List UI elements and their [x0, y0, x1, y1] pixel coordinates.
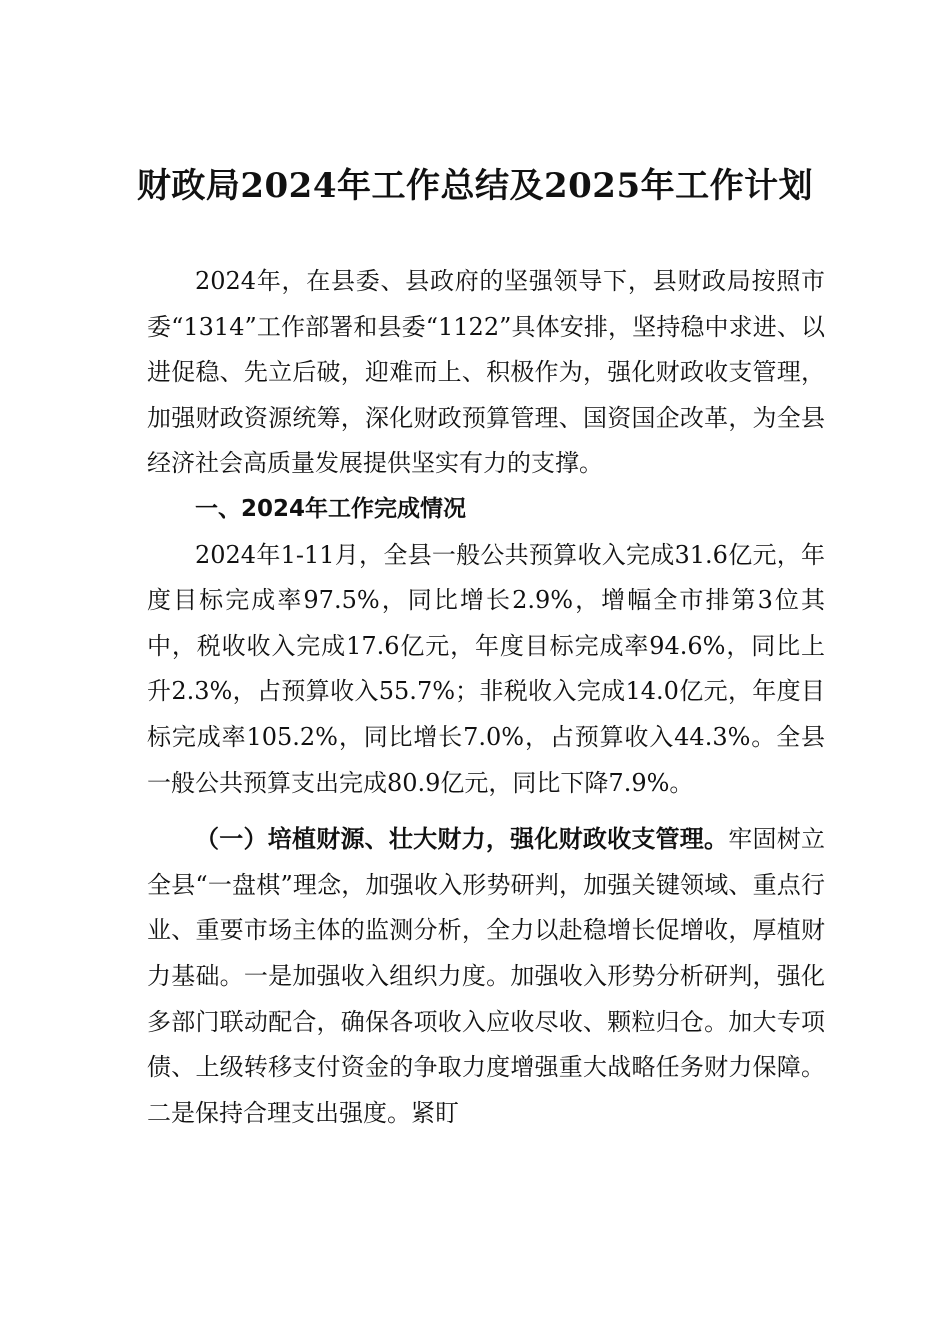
intro-paragraph: 2024年，在县委、县政府的坚强领导下，县财政局按照市委“1314”工作部署和县委“1122”具体安排，坚持稳中求进、以进促稳、先立后破，迎难而上、积极作为，强化财政收支管理，加强财政资源统筹，深化财政预算管理、国资国企改革，为全县经济社会高质量发展提供坚实有力的支撑。: [147, 267, 825, 478]
subsection-body: 牢固树立全县“一盘棋”理念，加强收入形势研判，加强关键领域、重点行业、重要市场主体的监测分析，全力以赴稳增长促增收，厚植财力基础。一是加强收入组织力度。加强收入形势分析研判，强化多部门联动配合，确保各项收入应收尽收、颗粒归仓。加大专项债、上级转移支付资金的争取力度增强重大战略任务财力保障。二是保持合理支出强度。紧盯: [147, 825, 826, 1127]
document-body: [147, 259, 825, 1136]
summary-paragraph: 2024年1-11月，全县一般公共预算收入完成31.6亿元，年度目标完成率97.5%，同比增长2.9%，增幅全市排第3位其中，税收收入完成17.6亿元，年度目标完成率94.6%，同比上升2.3%，占预算收入55.7%；非税收入完成14.0亿元，年度目标完成率105.2%，同比增长7.0%，占预算收入44.3%。全县一般公共预算支出完成80.9亿元，同比下降7.9%。: [147, 540, 825, 797]
subsection-heading: （一）培植财源、壮大财力，强化财政收支管理。: [195, 824, 729, 854]
subsection-paragraph: [147, 816, 825, 1136]
document-title: 财政局2024年工作总结及2025年工作计划: [136, 166, 814, 206]
section-heading: 一、2024年工作完成情况: [195, 495, 467, 522]
